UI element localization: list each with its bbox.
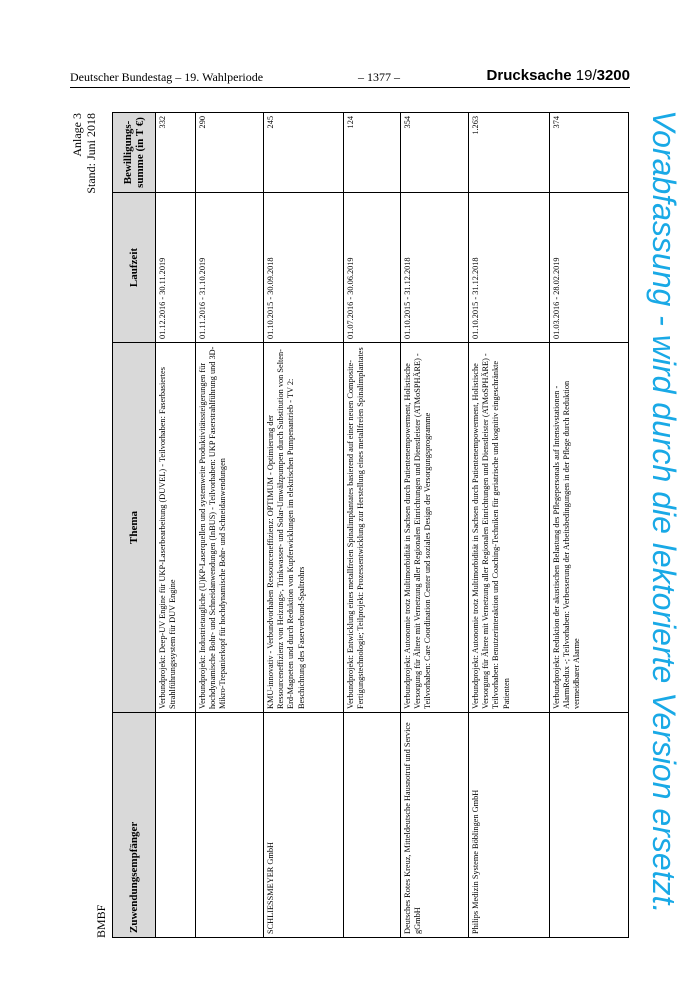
annex-number: Anlage 3 <box>70 113 84 157</box>
cell-recipient <box>344 713 401 938</box>
rotated-page-content <box>70 113 632 938</box>
cell-recipient: Philips Medizin Systeme Böblingen GmbH <box>469 713 550 938</box>
col-header-topic: Thema <box>113 343 156 713</box>
cell-topic: Verbundprojekt: Autonomie trotz Multimorbidität in Sachsen durch Patientenempowerment, Holistische Versorgung für Ältere mit Vernetzung aller Regionalen Einrichtungen und Dienstleister (ATMoSPHÄRE) - Teilvorhaben: Care Coordination Center und soziales Design der Versorgungsprogramme <box>401 343 469 713</box>
cell-topic: Verbundprojekt: Deep-UV Engine für UKP-Laserbearbeitung (DUVEL) - Teilvorhaben: Faserbasiertes Strahlführungssystem für DUV Engine <box>156 343 196 713</box>
col-header-recipient: Zuwendungsempfänger <box>113 713 156 938</box>
page-header <box>70 67 630 90</box>
cell-amount: 124 <box>344 113 401 193</box>
cell-recipient: Deutsches Rotes Kreuz, Mitteldeutsche Hausnotruf und Service gGmbH <box>401 713 469 938</box>
draft-watermark <box>636 110 696 914</box>
page-number: – 1377 – <box>358 70 400 84</box>
cell-topic: Verbundprojekt: Autonomie trotz Multimorbidität in Sachsen durch Patientenempowerment, Holistische Versorgung für Ältere mit Vernetzung aller Regionalen Einrichtungen und Dienstleister (ATMoSPHÄRE) - Teilvorhaben: Benutzerinteraktion und Coaching-Techniken für geriatrische und kognitiv eingeschränkte Patienten <box>469 343 550 713</box>
table-row <box>344 113 401 938</box>
table-row <box>264 113 344 938</box>
col-header-amount: Bewilligungs-summe (in T €) <box>113 113 156 193</box>
table-row <box>469 113 550 938</box>
table-row <box>550 113 629 938</box>
cell-duration: 01.10.2015 - 31.12.2018 <box>401 193 469 343</box>
table-row <box>401 113 469 938</box>
cell-recipient <box>156 713 196 938</box>
table-row <box>156 113 196 938</box>
cell-topic: Verbundprojekt: Entwicklung eines metallfreien Spinalimplantates basierend auf einer neuen Composite-Fertigungstechnologie; Teilprojekt: Prozessentwicklung zur Herstellung eines metallfreien Spinalimplantates <box>344 343 401 713</box>
watermark-text: Vorabfassung - wird durch die lektorierte Version ersetzt. <box>646 110 682 914</box>
table-row <box>196 113 264 938</box>
cell-duration: 01.07.2016 - 30.06.2019 <box>344 193 401 343</box>
ministry-label: BMBF <box>94 904 108 938</box>
cell-duration: 01.10.2015 - 30.09.2018 <box>264 193 344 343</box>
cell-amount: 374 <box>550 113 629 193</box>
cell-amount: 354 <box>401 113 469 193</box>
cell-amount: 290 <box>196 113 264 193</box>
cell-duration: 01.10.2015 - 31.12.2018 <box>469 193 550 343</box>
cell-amount: 245 <box>264 113 344 193</box>
cell-recipient <box>550 713 629 938</box>
cell-duration: 01.03.2016 - 28.02.2019 <box>550 193 629 343</box>
parliament-label: Deutscher Bundestag – 19. Wahlperiode <box>70 70 264 84</box>
table-header-row <box>113 113 156 938</box>
document-number: Drucksache 19/3200 <box>486 67 630 84</box>
cell-amount: 1.263 <box>469 113 550 193</box>
col-header-duration: Laufzeit <box>113 193 156 343</box>
annex-date: Stand: Juni 2018 <box>84 113 98 194</box>
header-rule <box>70 87 630 88</box>
cell-topic: Verbundprojekt: Industrietaugliche (U)KP-Laserquellen und systemweite Produktivitätssteigerungen für hochdynamische Bohr- und Schneidanwendungen (InBUS) - Teilvorhaben: UKP Faserstrahlführung und 3D-Mikro-Trepanierkopf für hochdynamische Bohr- und Schneidanwendungen <box>196 343 264 713</box>
annex-info <box>70 113 98 194</box>
cell-topic: Verbundprojekt: Reduktion der akustischen Belastung des Pflegepersonals auf Intensivstationen - AlarmRedux -; Teilvorhaben: Verbesserung der Arbeitsbedingungen in der Pflege durch Reduktion vermeidbarer Alarme <box>550 343 629 713</box>
annex-header <box>70 113 110 938</box>
cell-amount: 332 <box>156 113 196 193</box>
cell-topic: KMU-innovativ - Verbundvorhaben Ressourceneffizienz: OPTIMUM - Optimierung der Ressourceneffizienz von Heizungs-, Trinkwasser- und Solar-Umwälzpumpen durch Substitution von Selten-Erd-Magneten und durch Reduktion von Kupferwicklungen im elektrischen Pumpenantrieb - TV 2: Beschichtung des Faserverbund-Spaltrohrs <box>264 343 344 713</box>
cell-recipient: SCHLIESSMEYER GmbH <box>264 713 344 938</box>
cell-recipient <box>196 713 264 938</box>
cell-duration: 01.11.2016 - 31.10.2019 <box>196 193 264 343</box>
funding-table <box>112 112 629 938</box>
cell-duration: 01.12.2016 - 30.11.2019 <box>156 193 196 343</box>
